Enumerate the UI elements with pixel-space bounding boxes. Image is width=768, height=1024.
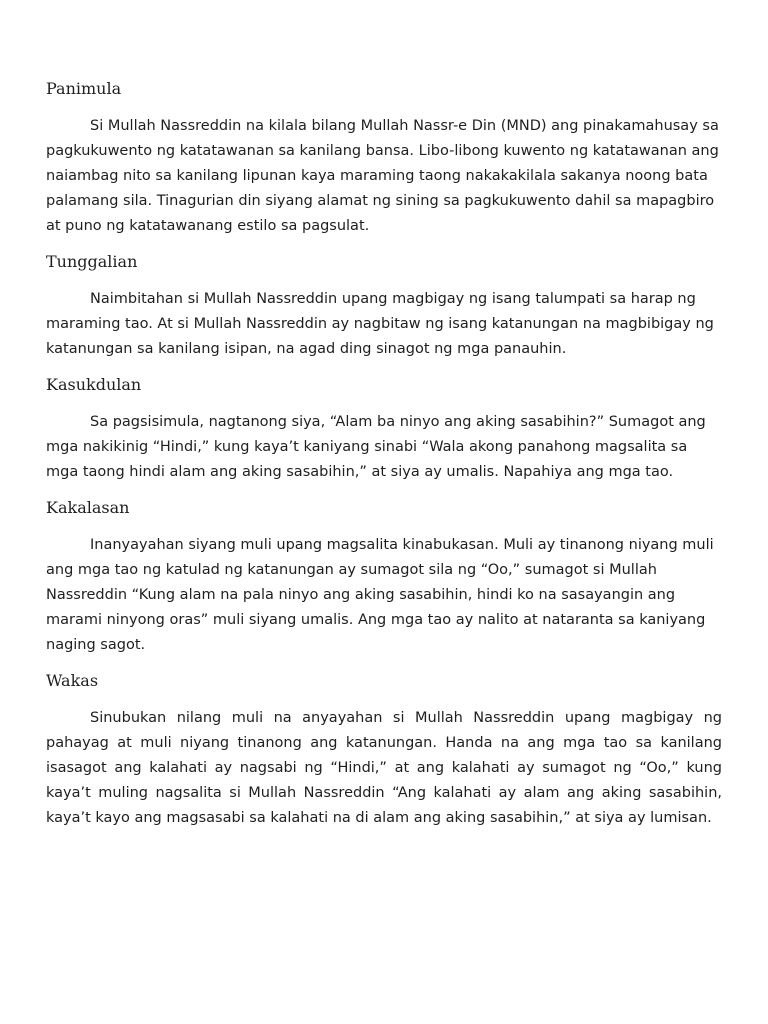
section-tunggalian [46,251,722,362]
section-heading: Kasukdulan [46,375,142,394]
section-paragraph: Naimbitahan si Mullah Nassreddin upang magbigay ng isang talumpati sa harap ng maraming tao. At si Mullah Nassreddin ay nagbitaw ng isang katanungan na magbibigay ng katanungan sa kanilang isipan, na agad ding sinagot ng mga panauhin. [46,291,714,357]
section-heading: Tunggalian [46,252,138,271]
section-paragraph: Sinubukan nilang muli na anyayahan si Mullah Nassreddin upang magbigay ng pahayag at muli niyang tinanong ang katanungan. Handa na ang mga tao sa kanilang isasagot ang kalahati ay nagsabi ng “Hindi,” at ang kalahati ay sumagot ng “Oo,” kung kaya’t muling nagsalita si Mullah Nassreddin “Ang kalahati ay alam ang aking sasabihin, kaya’t kayo ang magsasabi sa kalahati na di alam ang aking sasabihin,” at siya ay lumisan. [46,710,722,826]
section-wakas [46,670,722,831]
section-heading: Panimula [46,79,122,98]
section-paragraph: Si Mullah Nassreddin na kilala bilang Mullah Nassr-e Din (MND) ang pinakamahusay sa pagkukuwento ng katatawanan sa kanilang bansa. Libo-libong kuwento ng katatawanan ang naiambag nito sa kanilang lipunan kaya maraming taong nakakakilala sakanya noong bata palamang sila. Tinagurian din siyang alamat ng sining sa pagkukuwento dahil sa mapagbiro at puno ng katatawanang estilo sa pagsulat. [46,118,719,234]
section-paragraph: Inanyayahan siyang muli upang magsalita kinabukasan. Muli ay tinanong niyang muli ang mga tao ng katulad ng katanungan ay sumagot sila ng “Oo,” sumagot si Mullah Nassreddin “Kung alam na pala ninyo ang aking sasabihin, hindi ko na sasayangin ang marami ninyong oras” muli siyang umalis. Ang mga tao ay nalito at nataranta sa kaniyang naging sagot. [46,537,714,653]
section-heading: Kakalasan [46,498,130,517]
section-panimula [46,78,722,239]
section-paragraph: Sa pagsisimula, nagtanong siya, “Alam ba ninyo ang aking sasabihin?” Sumagot ang mga nakikinig “Hindi,” kung kaya’t kaniyang sinabi “Wala akong panahong magsalita sa mga taong hindi alam ang aking sasabihin,” at siya ay umalis. Napahiya ang mga tao. [46,414,706,480]
section-kasukdulan [46,374,722,485]
section-heading: Wakas [46,671,99,690]
section-kakalasan [46,497,722,658]
